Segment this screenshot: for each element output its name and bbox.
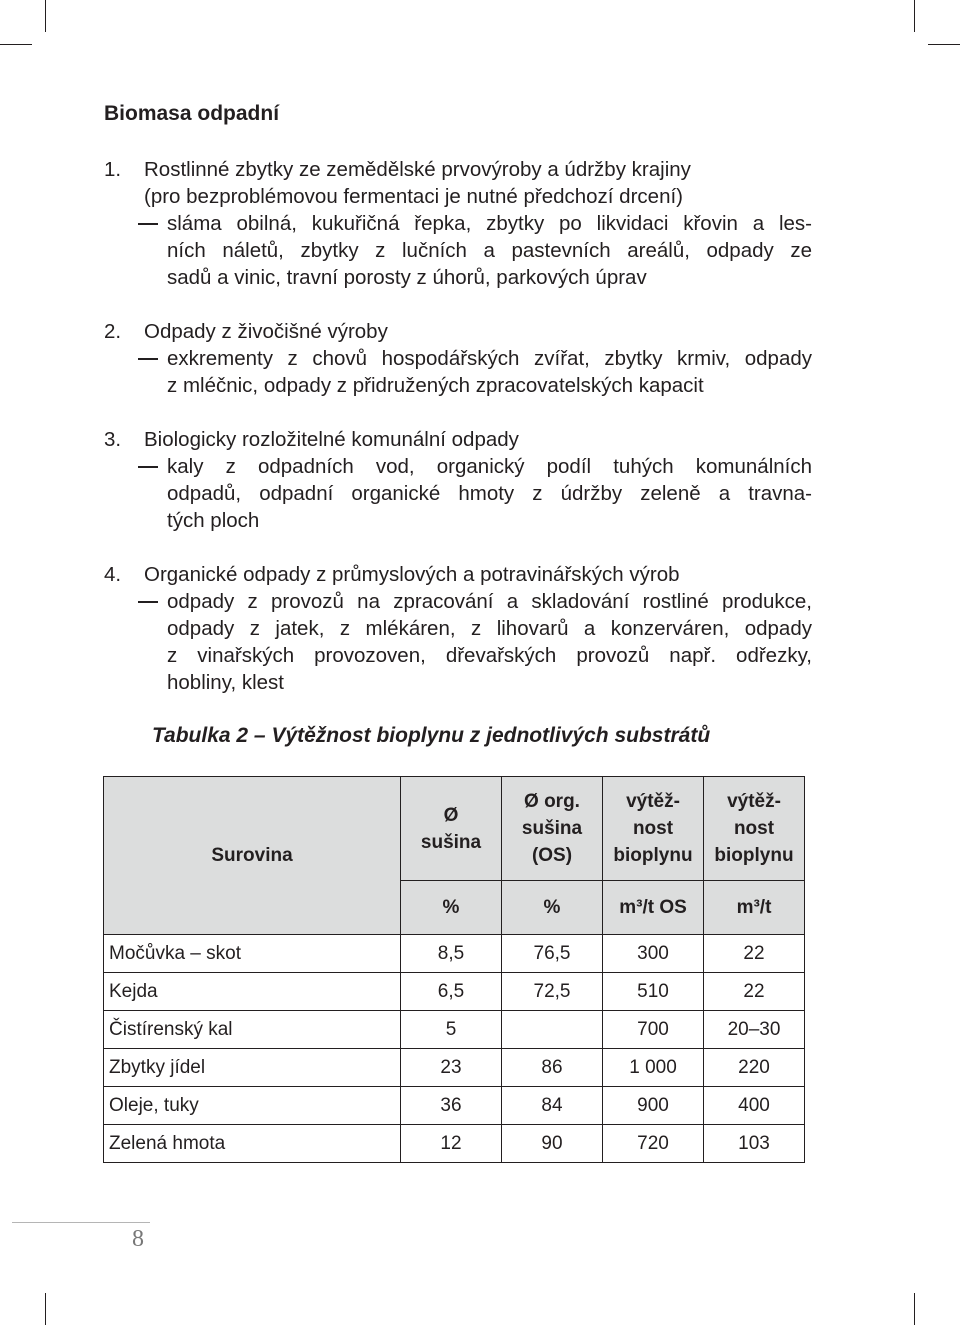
value-cell: 6,5 (401, 973, 502, 1011)
header-cell: Surovina (104, 777, 401, 935)
list-item-description: ních náletů, zbytky z lučních a pastevních areálů, odpady ze (167, 239, 812, 262)
list-item-title: (pro bezproblémovou fermentaci je nutné předchozí drcení) (144, 185, 683, 208)
value-cell: 220 (704, 1049, 805, 1087)
value-cell: 22 (704, 973, 805, 1011)
value-cell: 720 (603, 1125, 704, 1163)
header-cell: Ø sušina (401, 777, 502, 881)
biogas-yield-table (103, 776, 805, 1163)
list-item (104, 156, 812, 291)
list-item-description: z mléčnic, odpady z přidružených zpracovatelských kapacit (167, 374, 704, 397)
table-caption: Tabulka 2 – Výtěžnost bioplynu z jednotlivých substrátů (152, 724, 711, 747)
crop-mark (928, 44, 960, 45)
dash-bullet (138, 601, 158, 603)
unit-cell: % (502, 881, 603, 935)
header-cell: Ø org. sušina (OS) (502, 777, 603, 881)
footer-rule (12, 1222, 150, 1223)
value-cell (502, 1011, 603, 1049)
value-cell: 20–30 (704, 1011, 805, 1049)
crop-mark (914, 1293, 915, 1325)
unit-cell: m³/t (704, 881, 805, 935)
value-cell: 1 000 (603, 1049, 704, 1087)
table-row (104, 935, 805, 973)
value-cell: 90 (502, 1125, 603, 1163)
list-item (104, 561, 812, 696)
waste-biomass-list (104, 156, 812, 723)
dash-bullet (138, 466, 158, 468)
list-item-title: Rostlinné zbytky ze zemědělské prvovýroby a údržby krajiny (144, 158, 691, 181)
value-cell: 72,5 (502, 973, 603, 1011)
unit-cell: m³/t OS (603, 881, 704, 935)
crop-mark (45, 1293, 46, 1325)
table-row (104, 1087, 805, 1125)
section-heading: Biomasa odpadní (104, 102, 280, 125)
table-row (104, 1049, 805, 1087)
value-cell: 900 (603, 1087, 704, 1125)
table-row (104, 973, 805, 1011)
list-item-description: odpady z jatek, z mlékáren, z lihovarů a konzerváren, odpady (167, 617, 812, 640)
list-item-title: Biologicky rozložitelné komunální odpady (144, 428, 519, 451)
list-item-number: 3. (104, 428, 122, 451)
page-number: 8 (132, 1226, 144, 1252)
material-cell: Zbytky jídel (104, 1049, 401, 1087)
list-item-number: 1. (104, 158, 122, 181)
crop-mark (0, 44, 32, 45)
material-cell: Kejda (104, 973, 401, 1011)
material-cell: Močůvka – skot (104, 935, 401, 973)
header-cell: výtěž- nost bioplynu (603, 777, 704, 881)
list-item-description: exkrementy z chovů hospodářských zvířat, zbytky krmiv, odpady (167, 347, 812, 370)
list-item-description: tých ploch (167, 509, 260, 532)
list-item-description: kaly z odpadních vod, organický podíl tuhých komunálních (167, 455, 812, 478)
list-item-title: Odpady z živočišné výroby (144, 320, 388, 343)
value-cell: 76,5 (502, 935, 603, 973)
material-cell: Oleje, tuky (104, 1087, 401, 1125)
value-cell: 5 (401, 1011, 502, 1049)
value-cell: 22 (704, 935, 805, 973)
list-item-number: 2. (104, 320, 122, 343)
dash-bullet (138, 358, 158, 360)
crop-mark (45, 0, 46, 32)
dash-bullet (138, 223, 158, 225)
value-cell: 103 (704, 1125, 805, 1163)
table-body (104, 935, 805, 1163)
material-cell: Zelená hmota (104, 1125, 401, 1163)
list-item-description: sadů a vinic, travní porosty z úhorů, parkových úprav (167, 266, 647, 289)
list-item-description: sláma obilná, kukuřičná řepka, zbytky po likvidaci křovin a les- (167, 212, 812, 235)
table-row (104, 1011, 805, 1049)
value-cell: 400 (704, 1087, 805, 1125)
value-cell: 300 (603, 935, 704, 973)
list-item-description: z vinařských provozoven, dřevařských provozů např. odřezky, (167, 644, 812, 667)
value-cell: 84 (502, 1087, 603, 1125)
material-cell: Čistírenský kal (104, 1011, 401, 1049)
table-row (104, 1125, 805, 1163)
list-item-description: odpady z provozů na zpracování a skladování rostliné produkce, (167, 590, 812, 613)
value-cell: 23 (401, 1049, 502, 1087)
list-item-description: hobliny, klest (167, 671, 284, 694)
value-cell: 36 (401, 1087, 502, 1125)
unit-cell: % (401, 881, 502, 935)
value-cell: 8,5 (401, 935, 502, 973)
list-item-title: Organické odpady z průmyslových a potravinářských výrob (144, 563, 680, 586)
value-cell: 700 (603, 1011, 704, 1049)
table-header-row (104, 777, 805, 881)
crop-mark (914, 0, 915, 32)
value-cell: 510 (603, 973, 704, 1011)
list-item-number: 4. (104, 563, 122, 586)
list-item (104, 426, 812, 534)
value-cell: 12 (401, 1125, 502, 1163)
header-cell: výtěž- nost bioplynu (704, 777, 805, 881)
value-cell: 86 (502, 1049, 603, 1087)
list-item-description: odpadů, odpadní organické hmoty z údržby zeleně a travna- (167, 482, 812, 505)
list-item (104, 318, 812, 399)
